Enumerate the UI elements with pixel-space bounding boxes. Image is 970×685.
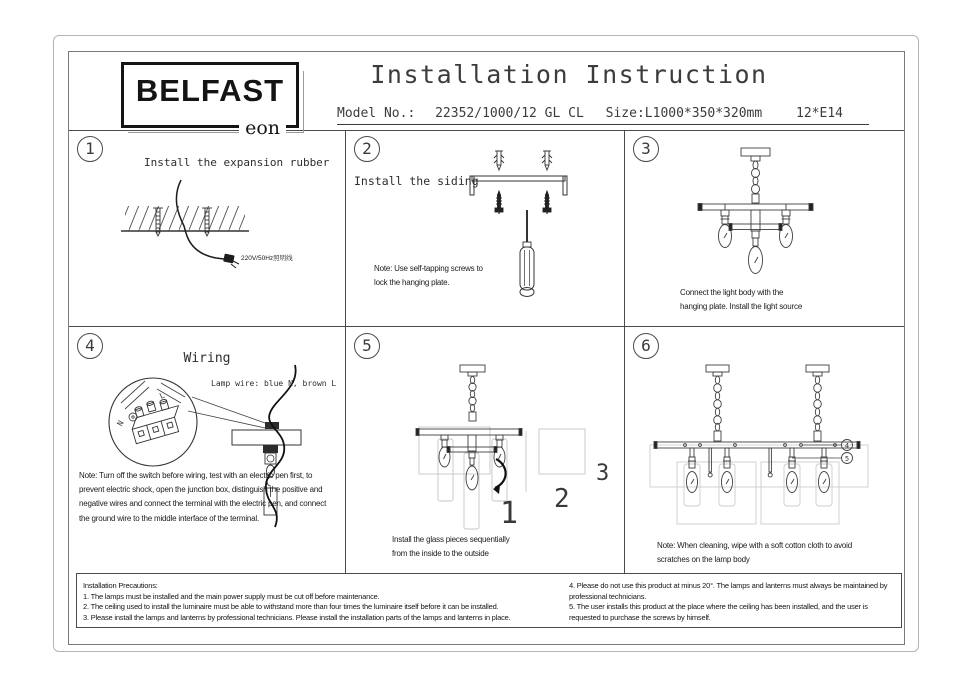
precautions-box xyxy=(76,573,902,628)
magnifier-pointer xyxy=(188,397,265,428)
step-2-title: Install the siding xyxy=(354,174,479,188)
steps-grid xyxy=(69,130,904,573)
lamp-spec: 12*E14 xyxy=(796,106,843,121)
step-1-title: Install the expansion rubber xyxy=(144,156,330,169)
step-number-badge: 5 xyxy=(354,333,380,359)
precaution-item-2: 2. The ceiling used to install the luminaire must be able to withstand more than four times the luminaire itself before it can be installed. xyxy=(83,602,499,612)
callout-4 xyxy=(802,440,853,451)
step-number-badge: 3 xyxy=(633,136,659,162)
lamp-wire-label: Lamp wire: blue N, brown L xyxy=(211,379,337,388)
hanging-plate-icon xyxy=(470,176,567,195)
glass-ghost-outlines xyxy=(650,445,868,524)
precautions-title: Installation Precautions: xyxy=(83,581,158,590)
content-frame xyxy=(68,51,905,645)
step-3-caption-line2: hanging plate. Install the light source xyxy=(680,302,803,311)
model-number: 22352/1000/12 GL CL xyxy=(435,106,584,121)
step-3-caption-line1: Connect the light body with the xyxy=(680,288,784,297)
step-1-panel xyxy=(69,130,346,327)
header xyxy=(69,52,904,139)
page-title: Installation Instruction xyxy=(370,60,768,89)
step-6-note-line1: Note: When cleaning, wipe with a soft cotton cloth to avoid xyxy=(657,541,852,550)
step-2-note-line2: lock the hanging plate. xyxy=(374,278,450,287)
step-2-panel xyxy=(346,130,625,327)
precautions-right-column xyxy=(569,581,893,623)
chandelier-icon xyxy=(698,148,813,274)
step-number-badge: 2 xyxy=(354,136,380,162)
plug-icon xyxy=(223,254,239,268)
screw-icon xyxy=(543,191,551,214)
step-4-title: Wiring xyxy=(183,351,231,366)
wire-voltage-label: 220V/50Hz照明线 xyxy=(241,255,293,262)
anchor-icon xyxy=(494,151,504,170)
model-row xyxy=(337,106,869,125)
precaution-item-3: 3. Please install the lamps and lanterns by professional technicians. Please install the installation parts of the lamps and lanterns in place. xyxy=(83,612,511,622)
brand-logo xyxy=(121,62,299,139)
terminal-block-icon xyxy=(126,394,185,444)
glass-seq-1: 1 xyxy=(500,496,519,531)
size-spec: Size:L1000*350*320mm xyxy=(605,106,763,121)
screwdriver-icon xyxy=(520,210,534,297)
step-number-badge: 1 xyxy=(77,136,103,162)
step-number-badge: 4 xyxy=(77,333,103,359)
finished-lamp-diagram xyxy=(625,327,904,573)
step-2-note-line1: Note: Use self-tapping screws to xyxy=(374,264,483,273)
step-5-caption-line2: from the inside to the outside xyxy=(392,549,489,558)
brand-subname: eon xyxy=(239,118,286,138)
logo-shadow-line-right xyxy=(303,71,304,133)
step-5-caption-line1: Install the glass pieces sequentially xyxy=(392,535,510,544)
anchor-icon xyxy=(542,151,552,170)
terminal-l-label: L xyxy=(158,390,167,401)
step-6-panel xyxy=(625,327,904,573)
glass-seq-3: 3 xyxy=(596,461,610,486)
rotate-arrow-icon xyxy=(493,459,506,494)
callout-4-label: 4 xyxy=(844,441,850,450)
step-5-panel xyxy=(346,327,625,573)
step-3-panel xyxy=(625,130,904,327)
screw-icon xyxy=(495,191,503,214)
precautions-left-column xyxy=(83,581,559,623)
terminal-n-label: N xyxy=(115,419,126,428)
lamp-body-icon xyxy=(654,365,860,493)
precaution-item-4: 4. Please do not use this product at minus 20°. The lamps and lanterns must always be maintained by professional technicians. xyxy=(569,581,888,601)
step-6-note-line2: scratches on the lamp body xyxy=(657,555,750,564)
callout-5-label: 5 xyxy=(844,454,850,463)
step-4-note: Note: Turn off the switch before wiring, test with an electric pen first, to prevent electric shock, open the junction box, distinguish the positive and negative wires and connect the terminal with the electric pen, and connect the ground wire to the middle interface of the terminal. xyxy=(79,471,327,523)
glass-seq-2: 2 xyxy=(554,484,570,514)
brand-name: BELFAST xyxy=(135,73,285,108)
step-number-badge: 6 xyxy=(633,333,659,359)
step-4-panel xyxy=(69,327,346,573)
precaution-item-5: 5. The user installs this product at the place where the ceiling has been installed, and the user is requested to purchase the screws by himself. xyxy=(569,602,868,622)
hanging-plate-diagram xyxy=(346,130,624,326)
precaution-item-1: 1. The lamps must be installed and the main power supply must be cut off before maintenance. xyxy=(83,591,380,601)
model-label: Model No.: xyxy=(337,106,416,121)
